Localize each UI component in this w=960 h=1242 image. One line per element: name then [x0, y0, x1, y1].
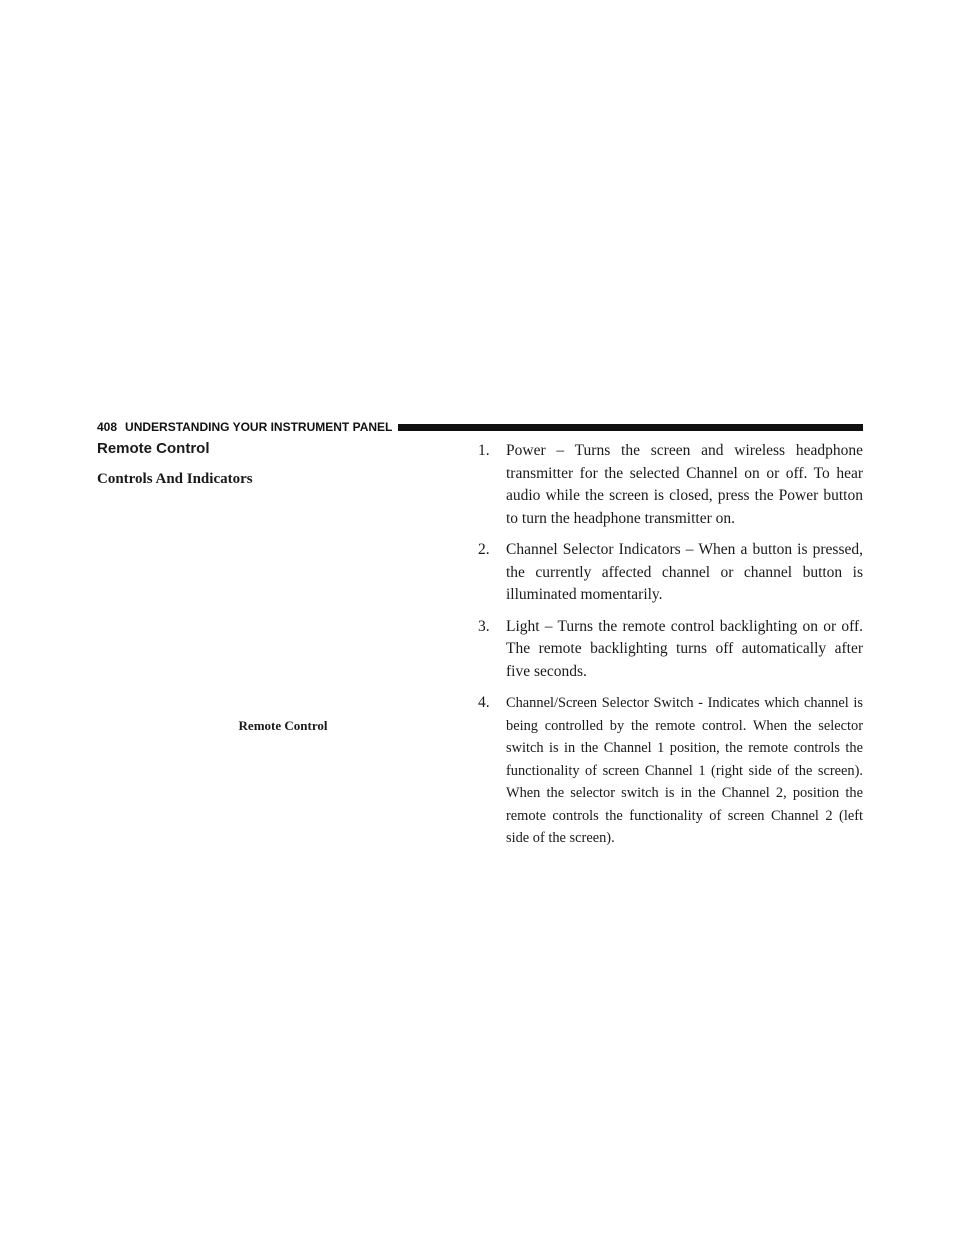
list-item-text: Channel/Screen Selector Switch - Indicates which channel is being controlled by the remote control. When the selector switch is in the Channel 1 position, the remote controls the functionality of screen Channel 1 (right side of the screen). When the selector switch is in the Channel 2, position the remote controls the functionality of screen Channel 2 (left side of the screen). [506, 695, 863, 846]
list-item-number: 3. [478, 617, 490, 635]
section-title: UNDERSTANDING YOUR INSTRUMENT PANEL [125, 420, 393, 434]
list-item-text: Light – Turns the remote control backlighting on or off. The remote backlighting turns off automatically after five seconds. [506, 617, 863, 680]
list-item [478, 692, 863, 850]
list-item-number: 2. [478, 541, 490, 558]
list-item-number: 4. [478, 694, 490, 711]
page-number: 408 [97, 420, 118, 434]
controls-list [478, 440, 863, 859]
page-header [97, 419, 863, 435]
list-item [478, 616, 863, 684]
list-item [478, 539, 863, 607]
list-item-text: Power – Turns the screen and wireless headphone transmitter for the selected Channel on or off. To hear audio while the screen is closed, press the Power button to turn the headphone transmitter on. [506, 442, 863, 527]
section-heading: Remote Control [97, 440, 210, 457]
list-item-number: 1. [478, 442, 490, 459]
list-item [478, 440, 863, 530]
header-rule [398, 424, 863, 431]
figure-caption: Remote Control [238, 718, 328, 733]
list-item-text: Channel Selector Indicators – When a button is pressed, the currently affected channel or channel button is illuminated momentarily. [506, 541, 863, 603]
subsection-heading: Controls And Indicators [97, 471, 253, 487]
remote-control-figure [97, 498, 437, 710]
